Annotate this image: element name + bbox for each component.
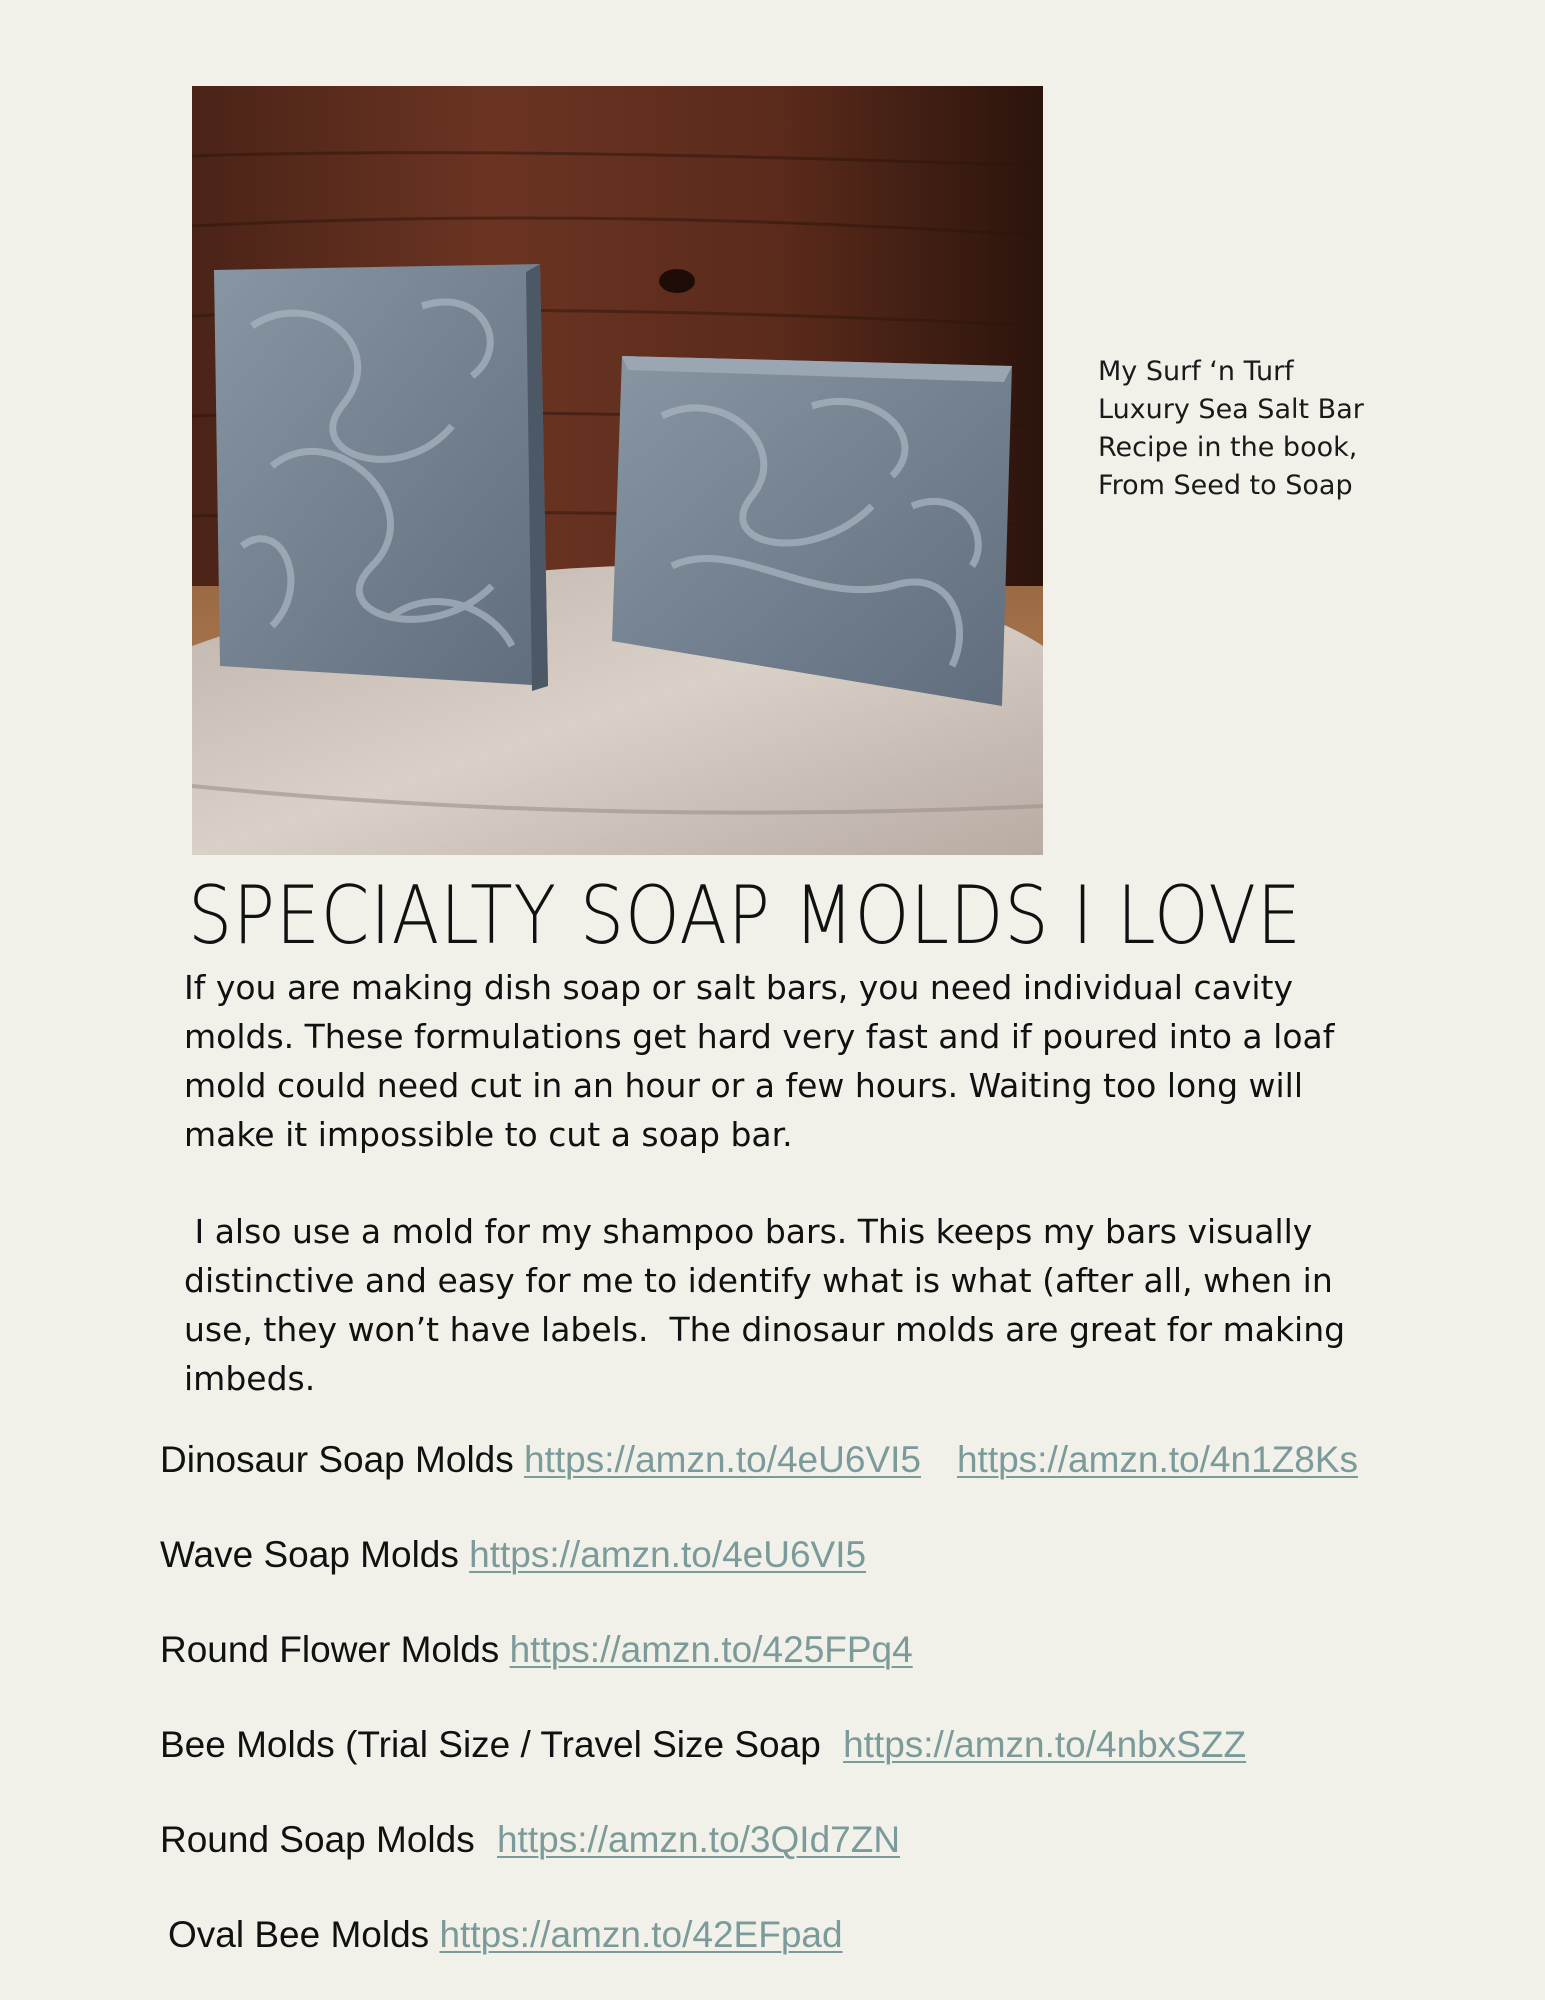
mold-item-oval-bee	[168, 1913, 843, 1957]
paragraph-line: imbeds.	[184, 1359, 316, 1398]
mold-label: Round Flower Molds	[160, 1629, 510, 1670]
caption-line: From Seed to Soap	[1098, 470, 1353, 501]
mold-link[interactable]: https://amzn.to/425FPq4	[509, 1629, 913, 1670]
mold-link[interactable]: https://amzn.to/4eU6VI5	[469, 1534, 867, 1575]
soap-bars-photo	[192, 86, 1043, 855]
photo-caption	[1098, 353, 1398, 505]
paragraph-line: I also use a mold for my shampoo bars. This keeps my bars visually	[184, 1212, 1313, 1251]
caption-line: Recipe in the book,	[1098, 432, 1358, 463]
mold-label: Oval Bee Molds	[168, 1914, 440, 1955]
paragraph-line: molds. These formulations get hard very fast and if poured into a loaf	[184, 1017, 1335, 1056]
mold-link[interactable]: https://amzn.to/4n1Z8Ks	[956, 1439, 1359, 1480]
shampoo-paragraph	[184, 1207, 1384, 1403]
mold-item-round-flower	[160, 1628, 913, 1672]
mold-label: Bee Molds (Trial Size / Travel Size Soap	[160, 1724, 832, 1765]
mold-item-round	[160, 1818, 900, 1862]
mold-item-wave	[160, 1533, 866, 1577]
mold-link[interactable]: https://amzn.to/4eU6VI5	[524, 1439, 921, 1480]
paragraph-line: use, they won’t have labels. The dinosaur molds are great for making	[184, 1310, 1346, 1349]
caption-line: My Surf ‘n Turf	[1098, 356, 1294, 387]
mold-link[interactable]: https://amzn.to/3QId7ZN	[496, 1819, 901, 1860]
mold-link[interactable]: https://amzn.to/4nbxSZZ	[843, 1724, 1247, 1765]
mold-link[interactable]: https://amzn.to/42EFpad	[439, 1914, 843, 1955]
paragraph-line: If you are making dish soap or salt bars, you need individual cavity	[184, 968, 1293, 1007]
mold-item-bee	[160, 1723, 1246, 1767]
mold-item-dinosaur	[160, 1438, 1358, 1482]
mold-label: Dinosaur Soap Molds	[160, 1439, 525, 1480]
page-title: SPECIALTY SOAP MOLDS I LOVE	[188, 869, 1302, 962]
mold-label: Round Soap Molds	[160, 1819, 485, 1860]
mold-label: Wave Soap Molds	[160, 1534, 470, 1575]
paragraph-line: make it impossible to cut a soap bar.	[184, 1115, 793, 1154]
paragraph-line: distinctive and easy for me to identify what is what (after all, when in	[184, 1261, 1333, 1300]
intro-paragraph	[184, 963, 1384, 1159]
caption-line: Luxury Sea Salt Bar	[1098, 394, 1364, 425]
paragraph-line: mold could need cut in an hour or a few hours. Waiting too long will	[184, 1066, 1304, 1105]
